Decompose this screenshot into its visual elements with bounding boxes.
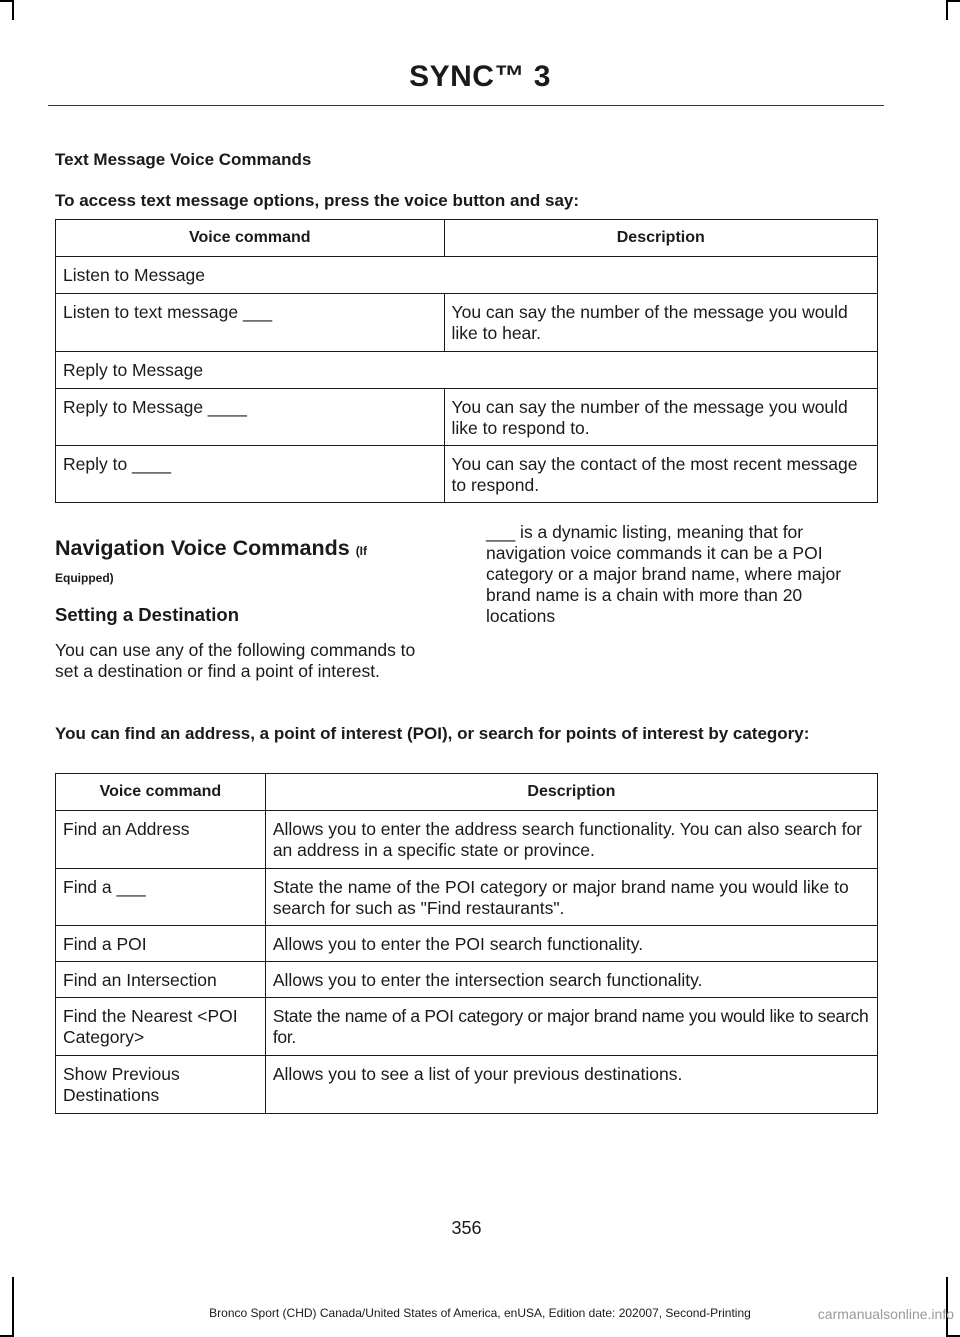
table-group-row (56, 352, 878, 389)
command-cell: Reply to Message ____ (56, 389, 445, 446)
nav-title-equipped: Equipped) (55, 571, 114, 585)
command-cell: Listen to text message ___ (56, 294, 445, 352)
text-commands-table (55, 219, 878, 503)
table-row (56, 1056, 878, 1114)
description-cell: You can say the number of the message you would like to hear. (444, 294, 877, 352)
description-cell: You can say the number of the message you would like to respond to. (444, 389, 877, 446)
command-cell: Show Previous Destinations (56, 1056, 266, 1114)
description-cell: State the name of the POI category or major brand name you would like to search for such as "Find restaurants". (265, 869, 877, 926)
table-row (56, 294, 878, 352)
description-cell: You can say the contact of the most recent message to respond. (444, 446, 877, 503)
command-cell: Find a ___ (56, 869, 266, 926)
table-row (56, 389, 878, 446)
nav-section-title (55, 536, 367, 561)
description-cell: Allows you to enter the intersection search functionality. (265, 962, 877, 998)
table-header-row (56, 220, 878, 257)
table-row (56, 926, 878, 962)
table-header-row (56, 774, 878, 811)
column-header-command: Voice command (56, 774, 266, 811)
description-cell: Allows you to enter the address search functionality. You can also search for an address in a specific state or province. (265, 811, 877, 869)
table-row (56, 446, 878, 503)
page-number: 356 (451, 1218, 482, 1238)
crop-mark (946, 0, 960, 2)
group-label: Listen to Message (56, 257, 878, 294)
command-cell: Find an Address (56, 811, 266, 869)
dynamic-listing-note: ___ is a dynamic listing, meaning that for navigation voice commands it can be a POI category or a major brand name, where major brand name is a chain with more than 20 locations (486, 522, 842, 626)
table-row (56, 869, 878, 926)
header-divider (48, 105, 884, 106)
page-header-title: SYNC™ 3 (409, 60, 551, 93)
setting-destination-heading: Setting a Destination (55, 604, 239, 625)
table-row (56, 811, 878, 869)
column-header-command: Voice command (56, 220, 445, 257)
description-cell: Allows you to see a list of your previous destinations. (265, 1056, 877, 1114)
crop-mark (12, 0, 14, 20)
table-row (56, 962, 878, 998)
nav-body-text: You can use any of the following commands to set a destination or find a point of interest. (55, 640, 416, 681)
table-row (56, 998, 878, 1056)
column-header-description: Description (444, 220, 877, 257)
table-group-row (56, 257, 878, 294)
description-cell: State the name of a POI category or major brand name you would like to search for. (265, 998, 877, 1056)
nav-table-intro: You can find an address, a point of interest (POI), or search for points of interest by category: (55, 724, 810, 743)
watermark: carmanualsonline.info (817, 1306, 954, 1322)
edition-footer: Bronco Sport (CHD) Canada/United States of America, enUSA, Edition date: 202007, Second-Printing (209, 1306, 751, 1320)
description-cell: Allows you to enter the POI search functionality. (265, 926, 877, 962)
text-section-intro: To access text message options, press the voice button and say: (55, 191, 580, 210)
nav-title-suffix: (If (355, 544, 368, 558)
text-section-heading: Text Message Voice Commands (55, 150, 312, 169)
crop-mark (946, 0, 948, 20)
navigation-commands-table (55, 773, 878, 1114)
command-cell: Reply to ____ (56, 446, 445, 503)
group-label: Reply to Message (56, 352, 878, 389)
command-cell: Find the Nearest <POI Category> (56, 998, 266, 1056)
command-cell: Find a POI (56, 926, 266, 962)
column-header-description: Description (265, 774, 877, 811)
nav-title-text: Navigation Voice Commands (55, 536, 350, 560)
command-cell: Find an Intersection (56, 962, 266, 998)
